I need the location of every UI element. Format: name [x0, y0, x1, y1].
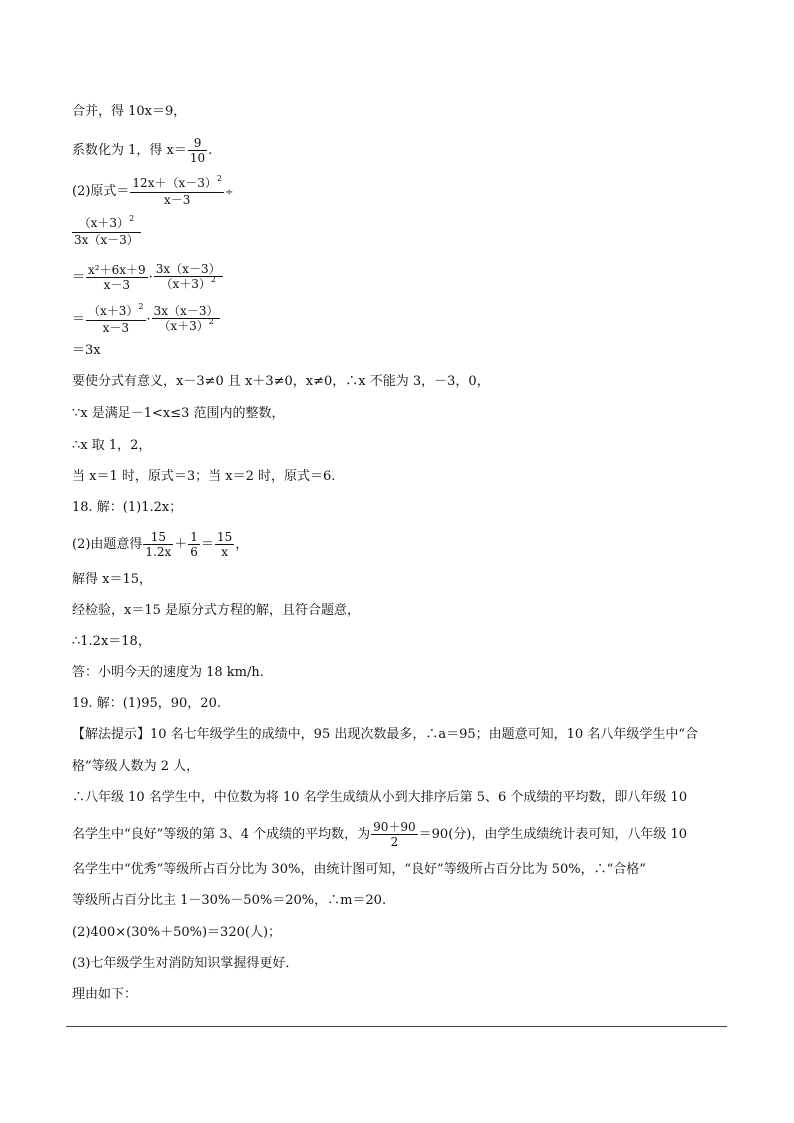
line-solve: 解得 x＝15， — [72, 572, 153, 587]
line-hint-3: ∴八年级 10 名学生中，中位数为将 10 名学生成绩从小到大排序后第 5、6 个成绩的平均数，即八年级 10 — [72, 790, 688, 805]
line-coefficient — [72, 136, 212, 165]
line-q19-part3: (3)七年级学生对消防知识掌握得更好． — [72, 956, 299, 971]
fraction — [86, 263, 148, 292]
line-q19-part1: 19. 解：(1)95，90，20. — [72, 696, 221, 711]
fraction — [188, 136, 207, 165]
numerator — [86, 304, 146, 321]
denominator: 1.2x — [145, 545, 172, 559]
numerator: 9 — [188, 136, 207, 151]
line-step1 — [72, 262, 224, 293]
numerator: 1 — [190, 530, 198, 544]
denominator: 10 — [189, 151, 206, 165]
line-q18-part1: 18. 解：(1)1.2x； — [72, 500, 183, 515]
text: ， — [235, 537, 249, 552]
line-speed: ∴1.2x＝18， — [72, 634, 151, 649]
text: 系数化为 1，得 x＝ — [72, 143, 187, 158]
numerator: 3x（x－3） — [155, 262, 221, 276]
line-check: 经检验，x＝15 是原分式方程的解，且符合题意， — [72, 603, 361, 618]
line-step2 — [72, 304, 221, 335]
numerator-text: 12x＋（x－3） — [132, 176, 217, 190]
exponent: 2 — [138, 302, 144, 311]
fraction — [215, 530, 234, 559]
numerator — [130, 176, 224, 193]
line-values: ∴x 取 1，2， — [72, 438, 152, 453]
denominator — [154, 277, 223, 293]
text: ＝ — [72, 270, 86, 285]
denominator: x－3 — [102, 321, 129, 335]
fraction — [130, 176, 224, 207]
line-q18-equation — [72, 530, 248, 559]
denominator: x－3 — [103, 278, 131, 292]
line-original-expr — [72, 176, 233, 207]
line-merge: 合并，得 10x＝9， — [72, 104, 187, 119]
dot: · — [148, 270, 153, 285]
line-divisor — [72, 216, 142, 247]
text: (2)原式＝ — [72, 184, 130, 199]
text: ＝90(分)，由学生成绩统计表可知，八年级 10 — [418, 827, 688, 842]
numerator: x²＋6x＋9 — [88, 263, 146, 277]
line-hint-6: 等级所占百分比主 1－30%－50%＝20%，∴m＝20. — [72, 893, 387, 908]
text: ＝ — [72, 312, 86, 327]
division-sign: ÷ — [224, 187, 234, 198]
numerator — [72, 216, 141, 233]
denominator-text: （x＋3） — [160, 277, 211, 291]
text: . — [208, 143, 213, 158]
fraction — [143, 530, 173, 559]
exponent: 2 — [210, 275, 216, 284]
fraction — [371, 820, 418, 849]
denominator: 3x（x－3） — [74, 233, 139, 247]
line-result: ＝3x — [72, 343, 101, 358]
denominator: 2 — [390, 835, 399, 849]
numerator-text: （x＋3） — [88, 304, 139, 318]
numerator: 15 — [143, 530, 173, 545]
line-condition: 要使分式有意义，x－3≠0 且 x＋3≠0，x≠0，∴x 不能为 3，－3，0， — [72, 374, 490, 389]
line-range: ∵x 是满足－1<x≤3 范围内的整数， — [72, 406, 285, 421]
line-hint-1: 【解法提示】10 名七年级学生的成绩中，95 出现次数最多，∴a＝95；由题意可知，10 名八年级学生中“合 — [72, 727, 698, 742]
fraction — [86, 304, 146, 335]
footer-rule — [66, 1026, 727, 1027]
numerator: 3x（x－3） — [153, 304, 219, 318]
exponent: 2 — [129, 214, 135, 223]
numerator: 90＋90 — [373, 820, 416, 834]
denominator: 6 — [190, 545, 198, 559]
line-hint-2: 格”等级人数为 2 人， — [72, 759, 200, 774]
denominator-text: （x＋3） — [158, 319, 209, 333]
dot: · — [146, 312, 151, 327]
denominator: x－3 — [163, 193, 191, 207]
fraction — [152, 304, 221, 335]
denominator: x — [221, 545, 228, 559]
line-hint-4 — [72, 820, 687, 849]
line-reason-header: 理由如下： — [72, 987, 138, 1002]
text: (2)由题意得 — [72, 537, 143, 552]
numerator-text: （x＋3） — [78, 216, 130, 230]
line-hint-5: 名学生中“优秀”等级所占百分比为 30%，由统计图可知，“良好”等级所占百分比为 50%，∴“合格” — [72, 862, 646, 877]
fraction — [72, 216, 141, 247]
equals: ＝ — [200, 537, 214, 552]
numerator: 15 — [216, 530, 233, 544]
plus: ＋ — [174, 537, 188, 552]
fraction — [154, 262, 223, 293]
denominator — [152, 319, 221, 335]
line-answer: 答：小明今天的速度为 18 km/h. — [72, 665, 264, 680]
exponent: 2 — [208, 317, 214, 326]
exponent: 2 — [216, 174, 222, 183]
line-evaluate: 当 x＝1 时，原式＝3；当 x＝2 时，原式＝6. — [72, 469, 336, 484]
fraction — [188, 530, 200, 559]
text: 名学生中“良好”等级的第 3、4 个成绩的平均数，为 — [72, 827, 371, 842]
line-q19-part2: (2)400×(30%＋50%)＝320(人)； — [72, 925, 282, 940]
